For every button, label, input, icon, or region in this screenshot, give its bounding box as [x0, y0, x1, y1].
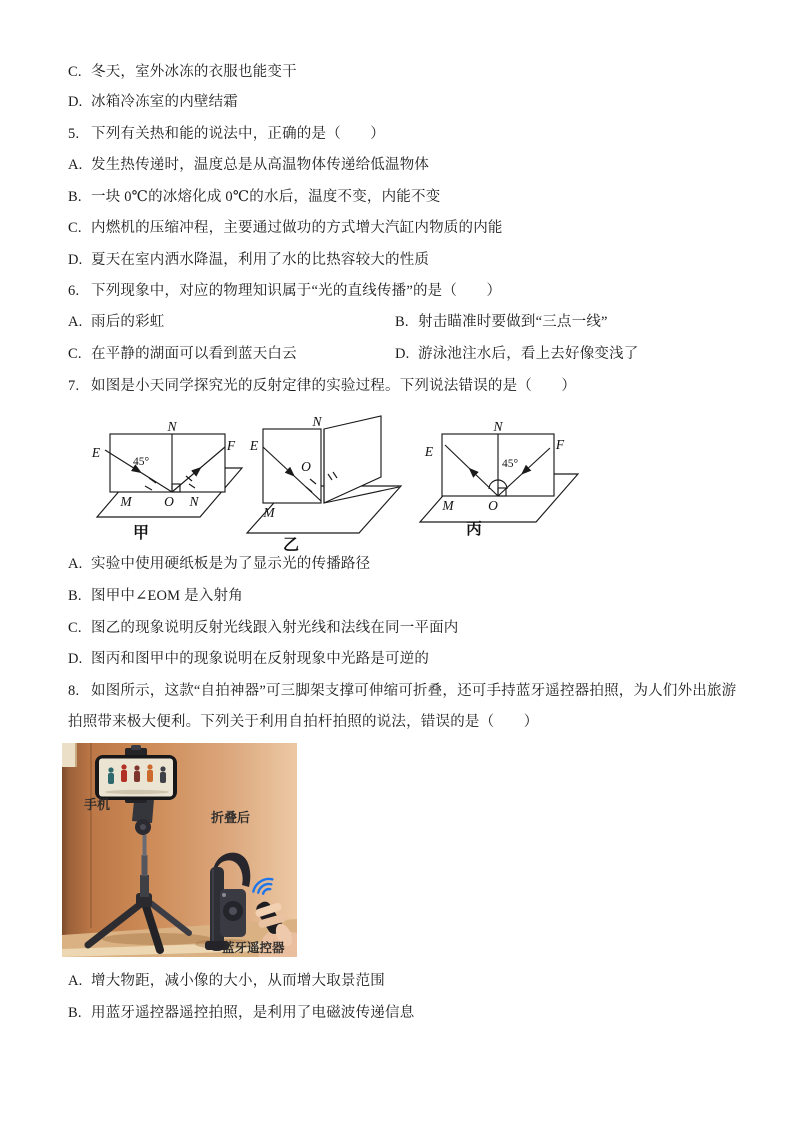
question-text: 如图所示，这款“自拍神器”可三脚架支撑可伸缩可折叠，还可手持蓝牙遥控器拍照，为人们外出旅游 [91, 683, 737, 699]
label-e: E [424, 444, 434, 459]
label-n-top: N [167, 420, 177, 434]
option-letter: D. [68, 252, 83, 268]
q5-option-d [68, 250, 429, 270]
option-letter: A. [68, 556, 83, 572]
option-letter: C. [68, 64, 82, 80]
option-text: 实验中使用硬纸板是为了显示光的传播路径 [91, 556, 371, 572]
q7-stem [68, 376, 576, 396]
q8-stem-line1 [68, 681, 736, 701]
label-f: F [555, 437, 565, 452]
option-text: 冰箱冷冻室的内壁结霜 [91, 94, 238, 110]
option-letter: B. [395, 314, 409, 330]
option-letter: B. [68, 189, 82, 205]
q6-option-d [395, 344, 639, 364]
option-text: 冬天，室外冰冻的衣服也能变干 [91, 64, 297, 80]
pole-section-lower [140, 875, 149, 897]
q8-option-b [68, 1003, 414, 1023]
option-letter: B. [68, 1005, 82, 1021]
question-text: 下列现象中，对应的物理知识属于“光的直线传播”的是（ ） [91, 283, 502, 299]
q6-option-a [68, 312, 165, 332]
question-number: 6. [68, 283, 80, 299]
option-text: 一块 0℃的冰熔化成 0℃的水后，温度不变，内能不变 [91, 189, 441, 205]
label-m: M [120, 494, 132, 509]
label-m: M [263, 505, 275, 520]
q4-option-c [68, 62, 297, 82]
gimbal-motor-cap [140, 824, 146, 830]
option-text: 用蓝牙遥控器遥控拍照，是利用了电磁波传递信息 [91, 1005, 415, 1021]
label-angle: 45° [502, 458, 519, 470]
cardboard [110, 434, 225, 492]
label-e: E [249, 438, 259, 453]
option-text: 雨后的彩虹 [91, 314, 165, 330]
option-letter: C. [68, 620, 82, 636]
wall-frame-edge [75, 743, 77, 767]
annotation-phone: 手机 [84, 797, 111, 812]
option-letter: A. [68, 973, 83, 989]
option-text: 夏天在室内洒水降温，利用了水的比热容较大的性质 [91, 252, 430, 268]
label-o: O [164, 494, 174, 509]
question-text: 下列有关热和能的说法中，正确的是（ ） [91, 126, 385, 142]
pole-section-middle [142, 855, 148, 876]
option-text: 在平静的湖面可以看到蓝天白云 [91, 346, 297, 362]
wall-corner [90, 743, 92, 928]
screen-ground-shadow [105, 790, 169, 794]
label-m: M [442, 498, 454, 513]
option-text: 图甲中∠EOM 是入射角 [91, 588, 243, 604]
folded-body-highlight [212, 869, 214, 949]
annotation-remote: 蓝牙遥控器 [222, 941, 285, 955]
q5-option-a [68, 155, 429, 175]
q7-option-d [68, 649, 429, 669]
option-letter: B. [68, 588, 82, 604]
q5-stem [68, 124, 385, 144]
option-text: 发生热传递时，温度总是从高温物体传递给低温物体 [91, 157, 430, 173]
clamp-knob [131, 745, 141, 750]
q6-option-b [395, 312, 608, 332]
caption-jia: 甲 [132, 525, 150, 542]
annotation-folded: 折叠后 [211, 810, 251, 825]
option-text: 图丙和图甲中的现象说明在反射现象中光路是可逆的 [91, 651, 430, 667]
option-letter: D. [68, 94, 83, 110]
selfie-stick-photo [62, 743, 297, 957]
q4-option-d [68, 92, 238, 112]
label-angle: 45° [133, 456, 150, 468]
option-text: 增大物距，减小像的大小，从而增大取景范围 [91, 973, 385, 989]
label-f: F [226, 438, 236, 453]
q7-option-a [68, 554, 370, 574]
question-number: 8. [68, 683, 80, 699]
option-text: 图乙的现象说明反射光线跟入射光线和法线在同一平面内 [91, 620, 459, 636]
question-number: 7. [68, 378, 80, 394]
question-text: 拍照带来极大便利。下列关于利用自拍杆拍照的说法，错误的是（ ） [68, 714, 539, 730]
q6-option-c [68, 344, 297, 364]
option-letter: D. [395, 346, 410, 362]
cardboard-left-half [263, 429, 321, 503]
q7-option-c [68, 618, 459, 638]
q5-option-b [68, 187, 440, 207]
q8-stem-line2 [68, 712, 538, 732]
pole-section-upper [143, 835, 147, 856]
label-n-bottom: N [189, 494, 199, 509]
q6-stem [68, 281, 501, 301]
caption-yi: 乙 [282, 537, 300, 554]
wall-frame-corner [62, 743, 75, 767]
option-letter: C. [68, 220, 82, 236]
label-o: O [488, 498, 498, 513]
option-letter: C. [68, 346, 82, 362]
q7-option-b [68, 586, 243, 606]
reflection-diagram-yi [233, 413, 408, 555]
option-letter: D. [68, 651, 83, 667]
q5-option-c [68, 218, 503, 238]
option-letter: A. [68, 157, 83, 173]
option-letter: A. [68, 314, 83, 330]
label-e: E [91, 445, 101, 460]
q8-option-a [68, 971, 385, 991]
option-text: 内燃机的压缩冲程，主要通过做功的方式增大汽缸内物质的内能 [91, 220, 503, 236]
option-text: 射击瞄准时要做到“三点一线” [418, 314, 608, 330]
question-text: 如图是小天同学探究光的反射定律的实验过程。下列说法错误的是（ ） [91, 378, 577, 394]
label-n-top: N [493, 419, 503, 434]
question-number: 5. [68, 126, 80, 142]
folded-button [222, 893, 226, 897]
option-text: 游泳池注水后，看上去好像变浅了 [418, 346, 639, 362]
folded-motor-cap [229, 907, 237, 915]
reflection-diagram-bing [412, 418, 597, 553]
label-n-top: N [312, 414, 322, 429]
label-o: O [301, 459, 311, 474]
caption-bing: 丙 [465, 521, 483, 538]
